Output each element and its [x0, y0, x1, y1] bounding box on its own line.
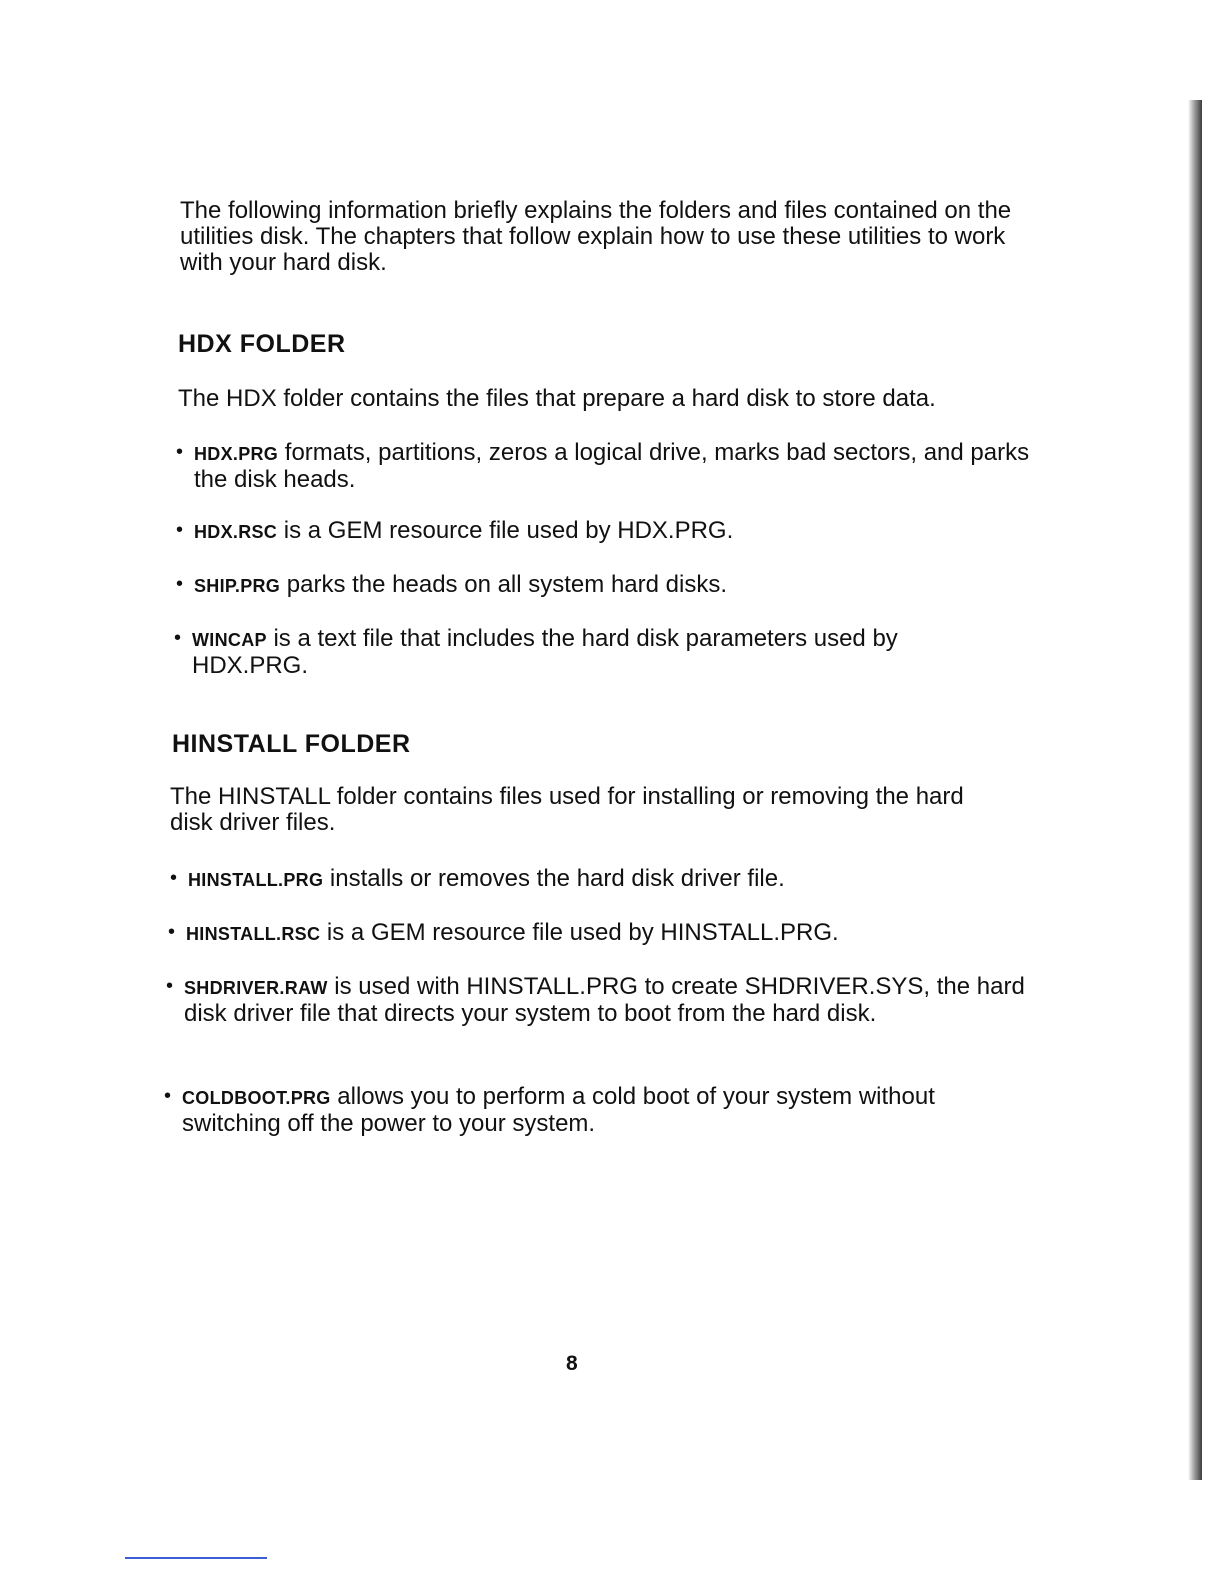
bullet-icon: • — [176, 519, 184, 541]
scan-edge-shadow — [1188, 100, 1202, 1480]
list-item — [176, 518, 1064, 545]
bullet-icon: • — [170, 867, 178, 889]
list-item — [166, 974, 1064, 1026]
list-item — [176, 440, 1044, 492]
file-name: COLDBOOT.PRG — [182, 1088, 331, 1108]
file-description: formats, partitions, zeros a logical drive, marks bad sectors, and parks the disk heads. — [194, 439, 1030, 493]
file-description: is a GEM resource file used by HINSTALL.PRG. — [320, 919, 839, 946]
file-name: HINSTALL.RSC — [186, 924, 321, 944]
page-number: 8 — [566, 1352, 578, 1375]
list-item — [174, 626, 1012, 678]
file-name: SHDRIVER.RAW — [184, 978, 328, 998]
list-item — [170, 866, 1058, 893]
hinstall-folder-description: The HINSTALL folder contains files used for installing or removing the hard disk driver files. — [170, 783, 964, 836]
hdx-folder-description: The HDX folder contains the files that prepare a hard disk to store data. — [178, 385, 936, 412]
file-description: is a text file that includes the hard disk parameters used by HDX.PRG. — [192, 625, 898, 679]
list-item — [164, 1084, 982, 1136]
footer-rule — [125, 1557, 267, 1559]
bullet-icon: • — [176, 573, 184, 595]
file-description: allows you to perform a cold boot of your system without switching off the power to your system. — [182, 1083, 935, 1137]
hdx-folder-heading: HDX FOLDER — [178, 330, 346, 358]
intro-paragraph: The following information briefly explains the folders and files contained on the utilities disk. The chapters that follow explain how to use these utilities to work with your hard disk. — [180, 197, 1012, 276]
file-name: HDX.RSC — [194, 522, 278, 542]
bullet-icon: • — [164, 1085, 172, 1107]
bullet-icon: • — [176, 441, 184, 463]
bullet-icon: • — [168, 921, 176, 943]
file-description: installs or removes the hard disk driver file. — [323, 865, 785, 892]
bullet-icon: • — [174, 627, 182, 649]
file-name: HINSTALL.PRG — [188, 870, 324, 890]
file-description: parks the heads on all system hard disks. — [280, 571, 727, 598]
list-item — [176, 572, 1064, 599]
file-description: is a GEM resource file used by HDX.PRG. — [277, 517, 734, 544]
file-name: HDX.PRG — [194, 444, 279, 464]
list-item — [168, 920, 1056, 947]
file-name: WINCAP — [192, 630, 267, 650]
hinstall-folder-heading: HINSTALL FOLDER — [172, 730, 411, 758]
file-description: is used with HINSTALL.PRG to create SHDRIVER.SYS, the hard disk driver file that directs your system to boot from the hard disk. — [184, 973, 1025, 1027]
file-name: SHIP.PRG — [194, 576, 281, 596]
bullet-icon: • — [166, 975, 174, 997]
